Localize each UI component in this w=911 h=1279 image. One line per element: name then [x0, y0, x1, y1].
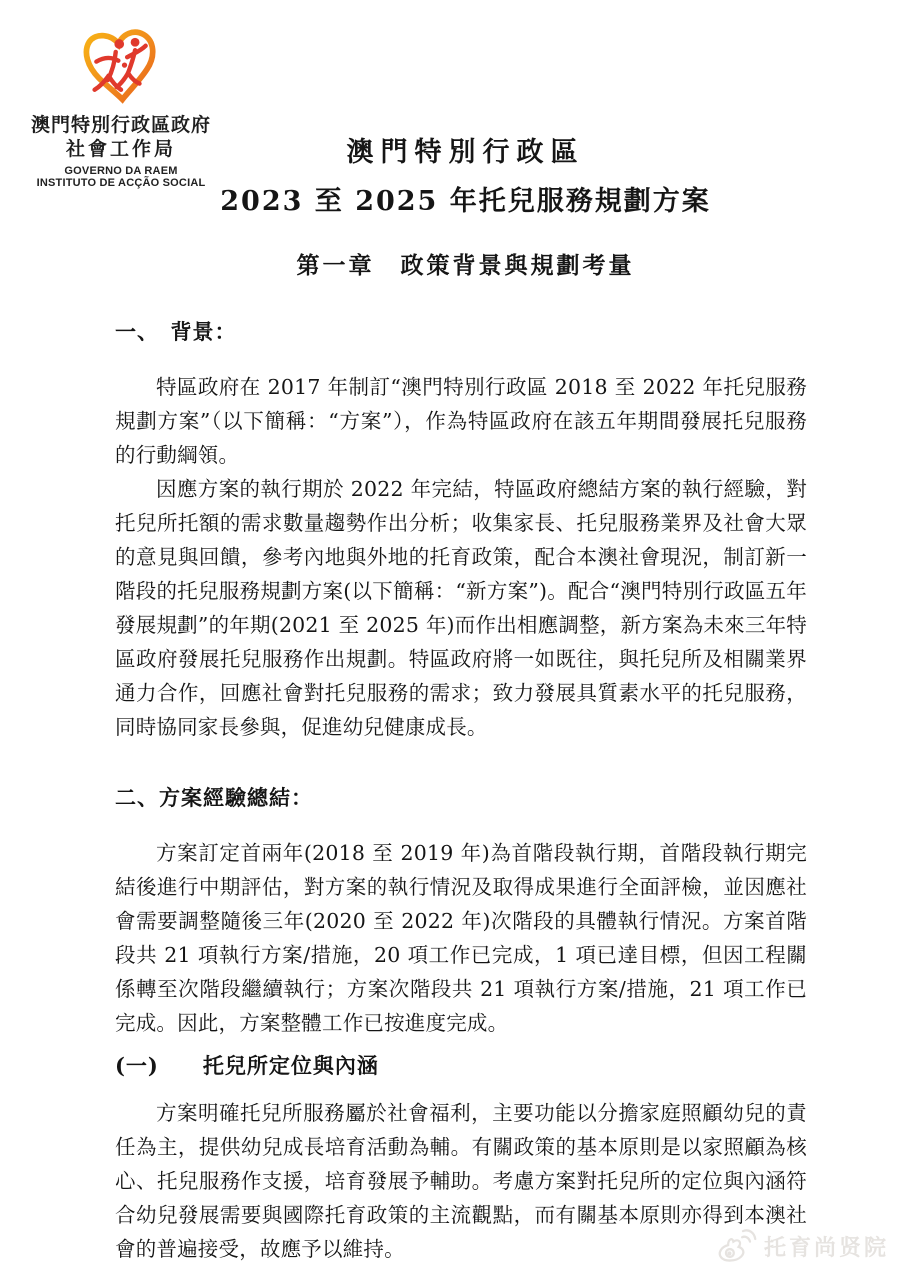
document-title-line2: 2023 至 2025 年托兒服務規劃方案 [220, 186, 711, 217]
subsection-1-heading [115, 1052, 807, 1080]
subsection-1-title: 托兒所定位與內涵 [202, 1053, 379, 1078]
org-name-pt-line1: GOVERNO DA RAEM [64, 165, 178, 177]
watermark [715, 1227, 889, 1265]
org-name-pt-line2: INSTITUTO DE ACÇÃO SOCIAL [36, 177, 206, 189]
section-2-paragraph-1: 方案訂定首兩年(2018 至 2019 年)為首階段執行期，首階段執行期完結後進行中期評估，對方案的執行情況及取得成果進行全面評檢，並因應社會需要調整隨後三年(2020 至 2022 年)次階段的具體執行情況。方案首階段共 21 項執行方案/措施，20 項工作已完成，1 項已達目標，但因工程關係轉至次階段繼續執行；方案次階段共 21 項執行方案/措施，21 項工作已完成。因此，方案整體工作已按進度完成。 [115, 841, 807, 1035]
weibo-icon [715, 1227, 757, 1265]
document-title [10, 130, 911, 218]
chapter-title: 第一章 政策背景與規劃考量 [296, 252, 635, 279]
section-1-paragraph-1: 特區政府在 2017 年制訂“澳門特別行政區 2018 至 2022 年托兒服務規劃方案”（以下簡稱：“方案”），作為特區政府在該五年期間發展托兒服務的行動綱領。 [115, 375, 807, 467]
section-1-heading: 一、 背景： [115, 319, 237, 344]
org-name-zh-line1: 澳門特別行政區政府 [30, 115, 211, 136]
section-1-paragraph-2: 因應方案的執行期於 2022 年完結，特區政府總結方案的執行經驗，對托兒所托額的需求數量趨勢作出分析；收集家長、托兒服務業界及社會大眾的意見與回饋，參考內地與外地的托育政策，配合本澳社會現況，制訂新一階段的托兒服務規劃方案(以下簡稱：“新方案”)。配合“澳門特別行政區五年發展規劃”的年期(2021 至 2025 年)而作出相應調整，新方案為未來三年特區政府發展托兒服務作出規劃。特區政府將一如既往，與托兒所及相關業界通力合作，回應社會對托兒服務的需求；致力發展具質素水平的托兒服務，同時協同家長參與，促進幼兒健康成長。 [115, 477, 807, 739]
logo-figures [95, 46, 146, 90]
org-name-zh-line2: 社會工作局 [65, 139, 176, 160]
heart-logo-icon [77, 24, 165, 108]
section-2-heading: 二、方案經驗總結： [115, 785, 313, 810]
watermark-text: 托育尚贤院 [763, 1234, 889, 1260]
subsection-1-number: (一) [115, 1053, 159, 1078]
document-title-line1: 澳門特別行政區 [346, 137, 585, 168]
document-body [115, 318, 807, 1266]
subsection-1-paragraph-1: 方案明確托兒所服務屬於社會福利，主要功能以分擔家庭照顧幼兒的責任為主，提供幼兒成長培育活動為輔。有關政策的基本原則是以家照顧為核心、托兒服務作支援，培育發展予輔助。考慮方案對托兒所的定位與內涵符合幼兒發展需要與國際托育政策的主流觀點，而有關基本原則亦得到本澳社會的普遍接受，故應予以維持。 [115, 1101, 807, 1261]
